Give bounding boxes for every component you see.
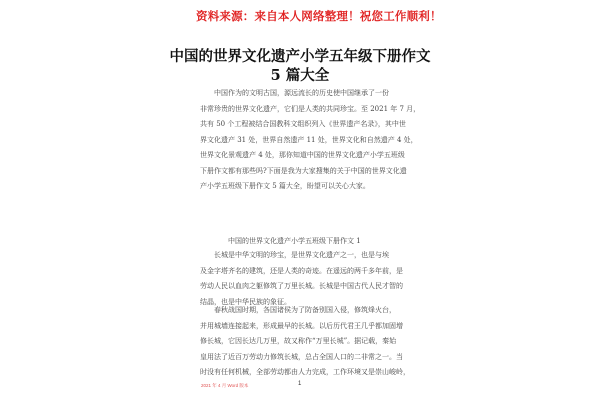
- intro-line: 产小学五班级下册作文 5 篇大全，盼望可以关心大家。: [200, 182, 370, 190]
- body-paragraph-2: [200, 303, 410, 381]
- page-number: 1: [298, 381, 302, 387]
- essay-subheading: 中国的世界文化遗产小学五班级下册作文 1: [228, 237, 361, 245]
- page-title-line-1: 中国的世界文化遗产小学五年级下册作文: [169, 48, 431, 65]
- footer-date-version: 2021 年 4 月 Word 版本: [201, 383, 249, 388]
- body-line: 时没有任何机械，全部劳动都由人力完成，工作环境又是崇山峻岭，: [200, 368, 410, 376]
- body-line: 结晶，也是中华民族的象征。: [200, 297, 291, 306]
- body-paragraph-1: [200, 248, 403, 310]
- intro-line: 共有 50 个工程被结合国教科文组织列入《世界遗产名录》，其中世: [200, 120, 406, 128]
- intro-line: 非常珍贵的世界文化遗产，它们是人类的共同珍宝。至 2021 年 7 月，: [200, 104, 421, 113]
- source-notice: 资料来源：来自本人网络整理！祝您工作顺利！: [196, 9, 442, 23]
- body-line: 春秋战国时期，各国诸侯为了防备别国入侵，修筑烽火台，: [200, 306, 396, 314]
- intro-line: 界文化遗产 31 处，世界自然遗产 11 处，世界文化和自然遗产 4 处，: [200, 135, 418, 144]
- page-title-line-2: 5 篇大全: [270, 67, 330, 84]
- body-line: 及金字塔齐名的建筑，还是人类的奇迹。在遥远的两千多年前，是: [200, 266, 403, 275]
- intro-line: 中国作为的文明古国，源远流长的历史使中国继承了一份: [200, 89, 389, 97]
- body-line: 长城是中华文明的珍宝，是世界文化遗产之一，也是与埃: [200, 251, 389, 259]
- body-line: 劳动人民以血肉之躯修筑了万里长城。长城是中国古代人民才智的: [200, 282, 403, 290]
- body-line: 皇用法了近百万劳动力修筑长城，总占全国人口的二非常之一。当: [200, 352, 403, 361]
- intro-paragraph: [200, 86, 420, 195]
- intro-line: 世界文化景观遗产 4 处，那你知道中国的世界文化遗产小学五班级: [200, 151, 405, 159]
- body-line: 修长城，它因长达几万里，故又称作“万里长城”。据记载，秦始: [200, 337, 397, 345]
- body-line: 并用城墙连接起来，形成最早的长城。以后历代君王几乎都加固增: [200, 321, 403, 330]
- intro-line: 下册作文都有那些吗?下面是我为大家搜集的关于中国的世界文化遗: [200, 166, 407, 175]
